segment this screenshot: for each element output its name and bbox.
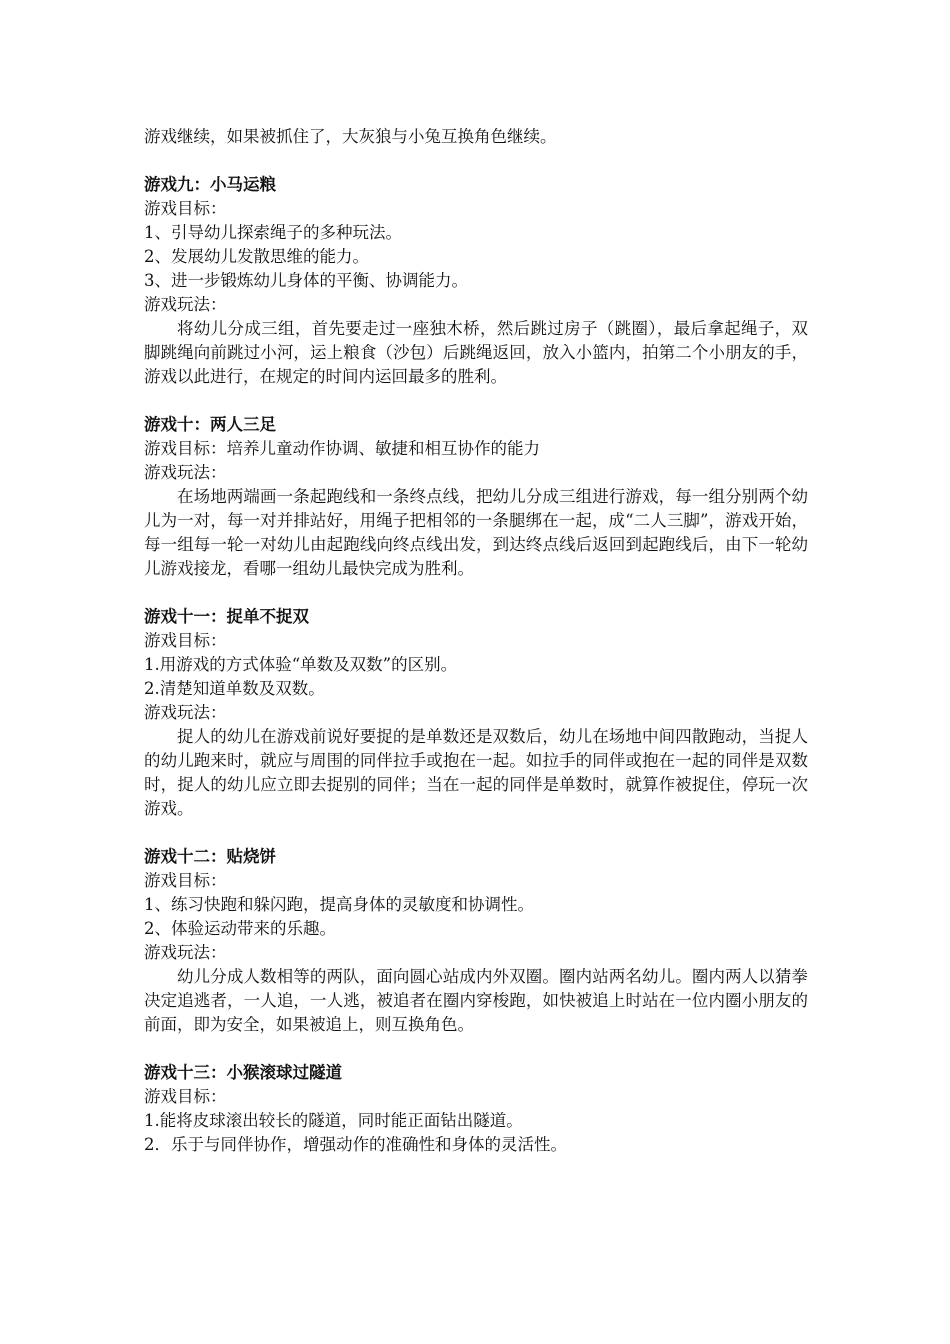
spacer <box>144 821 808 845</box>
goal-label: 游戏目标： <box>144 1087 227 1106</box>
goal-item: 1.能将皮球滚出较长的隧道，同时能正面钻出隧道。 <box>144 1111 523 1130</box>
play-label: 游戏玩法： <box>144 295 227 314</box>
play-text: 捉人的幼儿在游戏前说好要捉的是单数还是双数后，幼儿在场地中间四散跑动，当捉人的幼儿跑来时，就应与周围的同伴拉手或抱在一起。如拉手的同伴或抱在一起的同伴是双数时，捉人的幼儿应立即去捉别的同伴；当在一起的同伴是单数时，就算作被捉住，停玩一次游戏。 <box>144 727 808 818</box>
goal-label: 游戏目标： <box>144 871 227 890</box>
play-label: 游戏玩法： <box>144 703 227 722</box>
play-label: 游戏玩法： <box>144 943 227 962</box>
intro-line: 游戏继续，如果被抓住了，大灰狼与小兔互换角色继续。 <box>144 127 557 146</box>
section-title: 游戏九：小马运粮 <box>144 175 276 194</box>
goal-label: 游戏目标：培养儿童动作协调、敏捷和相互协作的能力 <box>144 439 540 458</box>
goal-item: 3、进一步锻炼幼儿身体的平衡、协调能力。 <box>144 271 468 290</box>
section-title: 游戏十：两人三足 <box>144 415 276 434</box>
spacer <box>144 581 808 605</box>
section-game-12 <box>144 845 808 1037</box>
goal-item: 1、引导幼儿探索绳子的多种玩法。 <box>144 223 402 242</box>
play-text: 将幼儿分成三组，首先要走过一座独木桥，然后跳过房子（跳圈），最后拿起绳子，双脚跳绳向前跳过小河，运上粮食（沙包）后跳绳返回，放入小篮内，拍第二个小朋友的手，游戏以此进行，在规定的时间内运回最多的胜利。 <box>144 319 808 386</box>
spacer <box>144 1037 808 1061</box>
goal-item: 2.清楚知道单数及双数。 <box>144 679 325 698</box>
section-game-9 <box>144 173 808 389</box>
section-game-13 <box>144 1061 808 1157</box>
play-label: 游戏玩法： <box>144 463 227 482</box>
goal-item: 2、发展幼儿发散思维的能力。 <box>144 247 369 266</box>
section-title: 游戏十一：捉单不捉双 <box>144 607 309 626</box>
goal-label: 游戏目标： <box>144 631 227 650</box>
section-title: 游戏十二：贴烧饼 <box>144 847 276 866</box>
spacer <box>144 149 808 173</box>
play-text: 幼儿分成人数相等的两队，面向圆心站成内外双圈。圈内站两名幼儿。圈内两人以猜拳决定追逃者，一人追，一人逃，被追者在圈内穿梭跑，如快被追上时站在一位内圈小朋友的前面，即为安全，如果被追上，则互换角色。 <box>144 967 808 1034</box>
goal-item: 1.用游戏的方式体验“单数及双数”的区别。 <box>144 655 458 674</box>
section-game-11 <box>144 605 808 821</box>
spacer <box>144 389 808 413</box>
goal-label: 游戏目标： <box>144 199 227 218</box>
goal-item: 2．乐于与同伴协作，增强动作的准确性和身体的灵活性。 <box>144 1135 567 1154</box>
document-body <box>144 125 808 1157</box>
play-text: 在场地两端画一条起跑线和一条终点线，把幼儿分成三组进行游戏，每一组分别两个幼儿为一对，每一对并排站好，用绳子把相邻的一条腿绑在一起，成“二人三脚”，游戏开始，每一组每一轮一对幼儿由起跑线向终点线出发，到达终点线后返回到起跑线后，由下一轮幼儿游戏接龙，看哪一组幼儿最快完成为胜利。 <box>144 487 808 578</box>
section-game-10 <box>144 413 808 581</box>
goal-item: 1、练习快跑和躲闪跑，提高身体的灵敏度和协调性。 <box>144 895 534 914</box>
goal-item: 2、体验运动带来的乐趣。 <box>144 919 336 938</box>
section-title: 游戏十三：小猴滚球过隧道 <box>144 1063 342 1082</box>
